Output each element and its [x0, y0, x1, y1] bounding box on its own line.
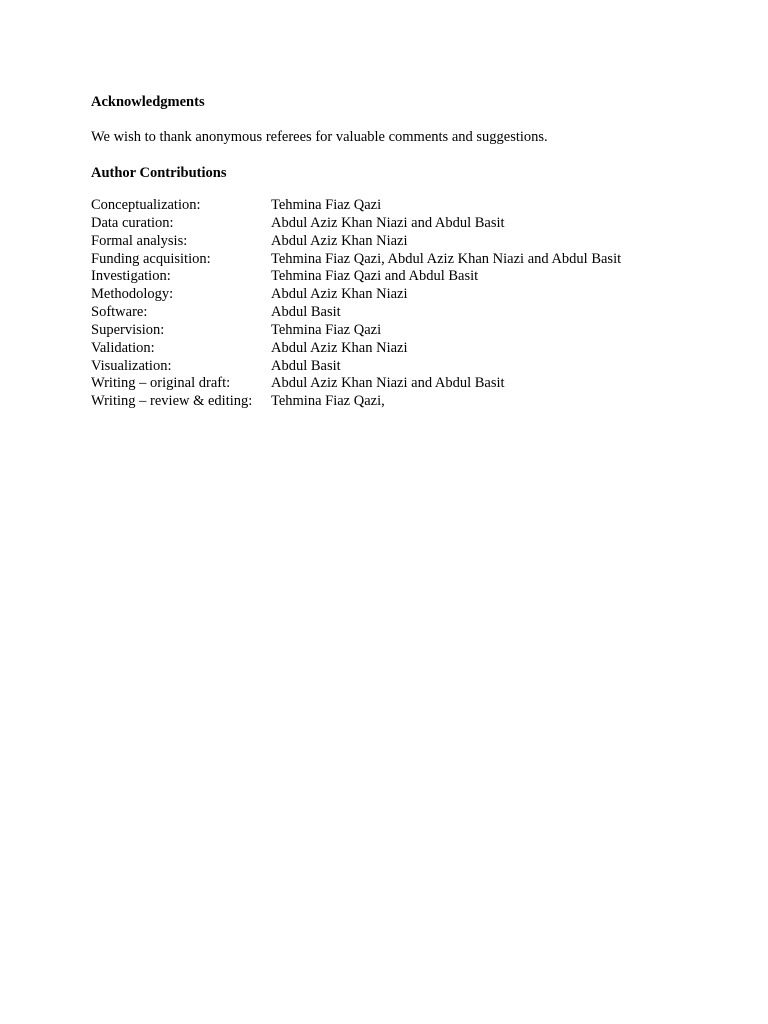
- contribution-row: [91, 340, 691, 358]
- contribution-role: Software:: [91, 304, 148, 321]
- contribution-names: Abdul Aziz Khan Niazi and Abdul Basit: [271, 214, 505, 231]
- contribution-role: Supervision:: [91, 321, 165, 338]
- contribution-row: [91, 251, 691, 269]
- contribution-names: Tehmina Fiaz Qazi, Abdul Aziz Khan Niazi and Abdul Basit: [271, 250, 622, 267]
- contribution-role: Writing – original draft:: [91, 375, 231, 392]
- contribution-row: [91, 233, 691, 251]
- contribution-row: [91, 268, 691, 286]
- contribution-row: [91, 375, 691, 393]
- contribution-names: Abdul Aziz Khan Niazi: [271, 232, 408, 249]
- contribution-role: Visualization:: [91, 357, 172, 374]
- contribution-role: Validation:: [91, 339, 155, 356]
- contribution-row: [91, 286, 691, 304]
- contribution-role: Formal analysis:: [91, 232, 188, 249]
- contribution-names: Tehmina Fiaz Qazi: [271, 197, 382, 213]
- contribution-role: Writing – review & editing:: [91, 393, 253, 410]
- contribution-role: Investigation:: [91, 268, 171, 285]
- author-contributions-table: [91, 197, 691, 411]
- contribution-row: [91, 197, 691, 215]
- contribution-names: Abdul Aziz Khan Niazi and Abdul Basit: [271, 375, 505, 392]
- contribution-names: Abdul Basit: [271, 304, 341, 321]
- contribution-names: Tehmina Fiaz Qazi: [271, 321, 382, 338]
- contribution-names: Tehmina Fiaz Qazi and Abdul Basit: [271, 268, 479, 285]
- contribution-names: Abdul Aziz Khan Niazi: [271, 339, 408, 356]
- contribution-role: Conceptualization:: [91, 197, 201, 213]
- contribution-names: Tehmina Fiaz Qazi,: [271, 393, 385, 410]
- contribution-row: [91, 304, 691, 322]
- contribution-names: Abdul Basit: [271, 357, 341, 374]
- contribution-row: [91, 215, 691, 233]
- contribution-row: [91, 393, 691, 411]
- contribution-role: Methodology:: [91, 286, 174, 303]
- contribution-names: Abdul Aziz Khan Niazi: [271, 286, 408, 303]
- contribution-row: [91, 358, 691, 376]
- acknowledgments-heading: Acknowledgments: [91, 94, 205, 110]
- contribution-row: [91, 322, 691, 340]
- contribution-role: Funding acquisition:: [91, 250, 211, 267]
- contribution-role: Data curation:: [91, 214, 174, 231]
- author-contributions-heading: Author Contributions: [91, 165, 227, 181]
- acknowledgments-text: We wish to thank anonymous referees for valuable comments and suggestions.: [91, 129, 548, 145]
